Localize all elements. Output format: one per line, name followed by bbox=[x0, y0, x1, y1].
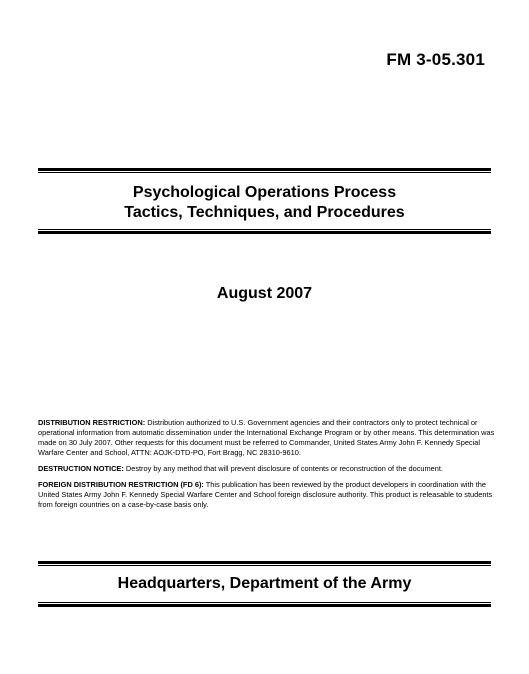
foreign-distribution-restriction bbox=[38, 480, 496, 510]
footer-rule-top bbox=[38, 561, 491, 566]
title-rule-top bbox=[38, 168, 491, 173]
document-title bbox=[38, 183, 491, 223]
footer-rule-bottom bbox=[38, 602, 491, 607]
headquarters-title: Headquarters, Department of the Army bbox=[117, 575, 412, 592]
title-line-1: Psychological Operations Process bbox=[132, 184, 397, 201]
document-number: FM 3-05.301 bbox=[386, 50, 485, 69]
foreign-distribution-restriction-label: FOREIGN DISTRIBUTION RESTRICTION (FD 6): bbox=[38, 480, 204, 489]
destruction-notice-text: Destroy by any method that will prevent disclosure of contents or reconstruction of the document. bbox=[123, 464, 444, 473]
foreign-distribution-restriction-text: This publication has been reviewed by the product developers in coordination with the United States Army John F. Kennedy Special Warfare Center and School foreign disclosure authority. This product is releasable to students from foreign countries on a case-by-case basis only. bbox=[38, 480, 493, 509]
distribution-restriction bbox=[38, 418, 496, 458]
distribution-restriction-text: Distribution authorized to U.S. Government agencies and their contractors only to protect technical or operational information from automatic dissemination under the International Exchange Program or by other means. This determination was made on 30 July 2007. Other requests for this document must be referred to Commander, United States Army John F. Kennedy Special Warfare Center and School, ATTN: AOJK-DTD-PO, Fort Bragg, NC 28310-9610. bbox=[38, 418, 495, 457]
title-line-2: Tactics, Techniques, and Procedures bbox=[124, 204, 405, 221]
distribution-restriction-label: DISTRIBUTION RESTRICTION: bbox=[38, 418, 146, 427]
publication-date: August 2007 bbox=[216, 285, 313, 302]
restriction-notices bbox=[38, 418, 496, 516]
destruction-notice bbox=[38, 464, 496, 474]
title-rule-bottom bbox=[38, 229, 491, 234]
destruction-notice-label: DESTRUCTION NOTICE: bbox=[38, 464, 124, 473]
